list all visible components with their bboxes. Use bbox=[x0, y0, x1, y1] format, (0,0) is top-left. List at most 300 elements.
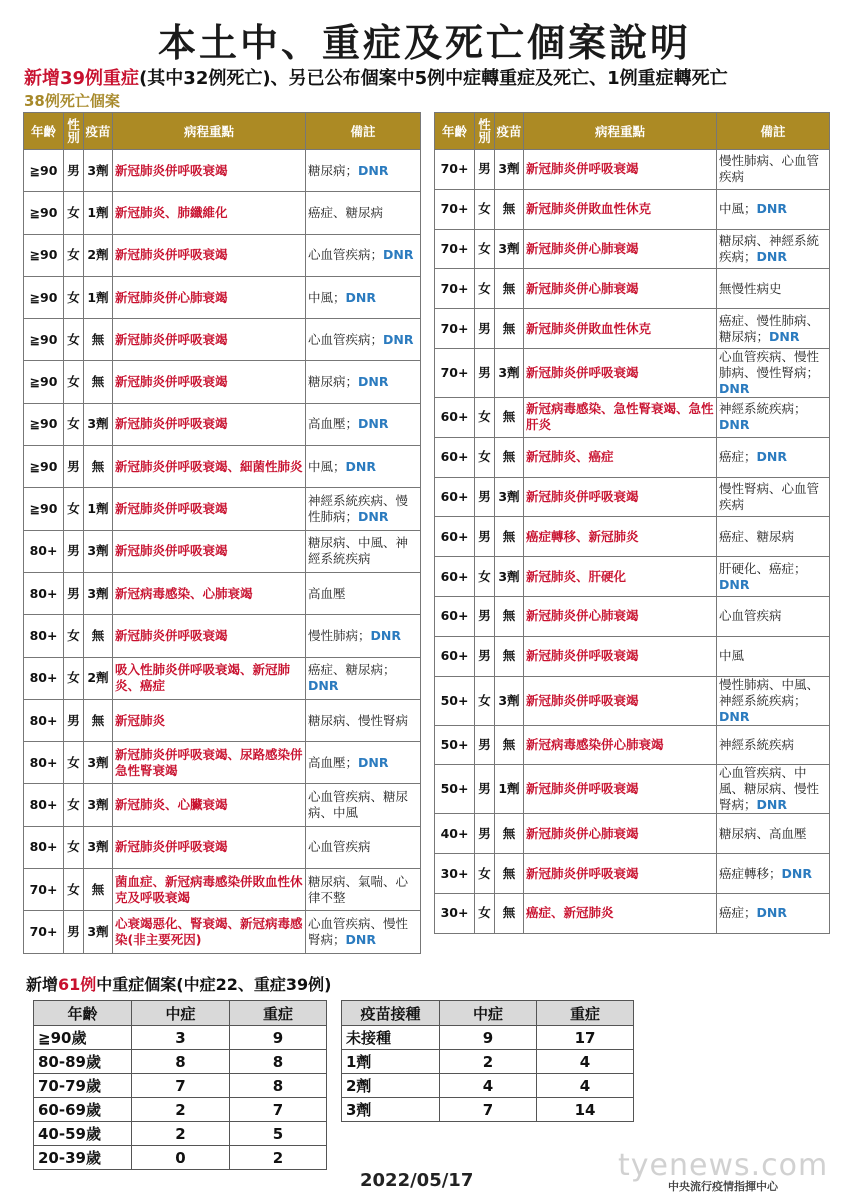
case-row bbox=[24, 319, 421, 361]
case-sex: 女 bbox=[64, 319, 84, 361]
age-summary-severe: 8 bbox=[230, 1074, 327, 1098]
note-text: 糖尿病； bbox=[308, 162, 359, 178]
case-vaccine: 3劑 bbox=[495, 150, 524, 190]
case-vaccine: 3劑 bbox=[495, 676, 524, 725]
case-note bbox=[306, 615, 421, 657]
header-sex: 性別 bbox=[64, 113, 84, 150]
case-sex: 女 bbox=[475, 397, 495, 437]
header-note: 備註 bbox=[717, 113, 830, 150]
case-vaccine: 無 bbox=[495, 854, 524, 894]
case-vaccine: 無 bbox=[495, 814, 524, 854]
age-summary-row bbox=[34, 1098, 327, 1122]
vaccine-summary-moderate: 7 bbox=[440, 1098, 537, 1122]
case-note bbox=[717, 477, 830, 517]
summary-title-prefix: 新增 bbox=[26, 975, 59, 994]
case-course: 菌血症、新冠病毒感染併敗血性休克及呼吸衰竭 bbox=[113, 869, 306, 911]
age-summary-row bbox=[34, 1146, 327, 1170]
case-course: 新冠肺炎併呼吸衰竭 bbox=[113, 319, 306, 361]
case-vaccine: 無 bbox=[84, 319, 113, 361]
case-sex: 女 bbox=[475, 189, 495, 229]
case-note bbox=[717, 348, 830, 397]
case-note bbox=[717, 893, 830, 933]
left-table-header bbox=[24, 113, 421, 150]
header-course: 病程重點 bbox=[524, 113, 717, 150]
subtitle bbox=[24, 64, 839, 90]
case-course: 新冠肺炎併敗血性休克 bbox=[524, 189, 717, 229]
case-age: 70+ bbox=[435, 189, 475, 229]
case-sex: 男 bbox=[475, 517, 495, 557]
case-sex: 男 bbox=[475, 150, 495, 190]
case-age: 70+ bbox=[435, 348, 475, 397]
header-age: 年齡 bbox=[24, 113, 64, 150]
age-summary-moderate: 2 bbox=[132, 1098, 230, 1122]
age-summary-row bbox=[34, 1050, 327, 1074]
age-summary-moderate: 0 bbox=[132, 1146, 230, 1170]
case-age: 60+ bbox=[435, 557, 475, 597]
case-row bbox=[24, 699, 421, 741]
organization-name: 中央流行疫情指揮中心 bbox=[668, 1180, 778, 1193]
subtitle-highlight: 新增39例重症 bbox=[24, 68, 140, 89]
case-age: 70+ bbox=[24, 869, 64, 911]
dnr-tag: DNR bbox=[370, 627, 401, 643]
case-age: ≧90 bbox=[24, 361, 64, 403]
case-note bbox=[717, 150, 830, 190]
case-sex: 男 bbox=[475, 309, 495, 349]
case-age: 70+ bbox=[435, 309, 475, 349]
age-summary-label: ≧90歲 bbox=[34, 1026, 132, 1050]
case-age: 50+ bbox=[435, 765, 475, 814]
right-table-header bbox=[435, 113, 830, 150]
case-row bbox=[435, 676, 830, 725]
note-text: 糖尿病、神經系統疾病； bbox=[719, 232, 820, 264]
case-age: ≧90 bbox=[24, 150, 64, 192]
vaccine-summary-severe: 14 bbox=[537, 1098, 634, 1122]
case-note bbox=[717, 765, 830, 814]
case-sex: 女 bbox=[64, 826, 84, 868]
case-sex: 男 bbox=[64, 572, 84, 614]
report-date: 2022/05/17 bbox=[360, 1170, 474, 1191]
age-summary-label: 60-69歲 bbox=[34, 1098, 132, 1122]
case-age: 60+ bbox=[435, 596, 475, 636]
case-vaccine: 1劑 bbox=[84, 488, 113, 530]
case-row bbox=[435, 636, 830, 676]
case-age: 60+ bbox=[435, 517, 475, 557]
summary-title-suffix: 中重症個案(中症22、重症39例) bbox=[96, 975, 332, 994]
vaccine-summary-moderate: 2 bbox=[440, 1050, 537, 1074]
note-text: 心血管疾病、中風、糖尿病、慢性腎病； bbox=[719, 765, 820, 813]
age-summary-label: 20-39歲 bbox=[34, 1146, 132, 1170]
dnr-tag: DNR bbox=[756, 201, 787, 217]
case-vaccine: 無 bbox=[84, 615, 113, 657]
dnr-tag: DNR bbox=[769, 328, 800, 344]
case-vaccine: 1劑 bbox=[84, 192, 113, 234]
watermark: tyenews.com bbox=[618, 1148, 829, 1183]
case-note bbox=[717, 437, 830, 477]
vaccine-summary-row bbox=[342, 1050, 634, 1074]
case-sex: 男 bbox=[475, 814, 495, 854]
case-course: 吸入性肺炎併呼吸衰竭、新冠肺炎、癌症 bbox=[113, 657, 306, 699]
case-age: 30+ bbox=[435, 854, 475, 894]
case-note bbox=[306, 276, 421, 318]
case-sex: 女 bbox=[475, 269, 495, 309]
case-row bbox=[435, 596, 830, 636]
case-course: 新冠肺炎併呼吸衰竭 bbox=[524, 477, 717, 517]
case-row bbox=[435, 765, 830, 814]
case-age: 80+ bbox=[24, 572, 64, 614]
dnr-tag: DNR bbox=[719, 576, 750, 592]
case-vaccine: 無 bbox=[495, 309, 524, 349]
note-text: 心血管疾病； bbox=[308, 247, 384, 263]
case-course: 新冠病毒感染併心肺衰竭 bbox=[524, 725, 717, 765]
note-text: 中風； bbox=[308, 458, 346, 474]
age-summary-moderate: 8 bbox=[132, 1050, 230, 1074]
case-course: 新冠肺炎併呼吸衰竭 bbox=[113, 615, 306, 657]
age-summary-severe: 7 bbox=[230, 1098, 327, 1122]
case-sex: 男 bbox=[64, 530, 84, 572]
case-course: 新冠肺炎併呼吸衰竭、細菌性肺炎 bbox=[113, 446, 306, 488]
note-text: 肝硬化、癌症； bbox=[719, 560, 807, 576]
header-note: 備註 bbox=[306, 113, 421, 150]
vaccine-summary-header bbox=[342, 1001, 634, 1026]
case-course: 新冠病毒感染、心肺衰竭 bbox=[113, 572, 306, 614]
case-note bbox=[717, 189, 830, 229]
note-text: 心血管疾病、糖尿病、中風 bbox=[308, 789, 409, 821]
note-text: 高血壓； bbox=[308, 754, 359, 770]
case-vaccine: 無 bbox=[495, 893, 524, 933]
case-vaccine: 無 bbox=[495, 636, 524, 676]
case-sex: 男 bbox=[64, 699, 84, 741]
case-vaccine: 3劑 bbox=[84, 784, 113, 826]
note-text: 無慢性病史 bbox=[719, 280, 782, 296]
summary-title-count: 61例 bbox=[58, 975, 97, 994]
case-course: 癌症轉移、新冠肺炎 bbox=[524, 517, 717, 557]
case-note bbox=[717, 269, 830, 309]
deaths-count-label: 38例死亡個案 bbox=[24, 92, 120, 110]
case-sex: 女 bbox=[64, 742, 84, 784]
vaccine-summary-label: 1劑 bbox=[342, 1050, 440, 1074]
case-age: 70+ bbox=[435, 150, 475, 190]
note-text: 癌症、糖尿病 bbox=[719, 528, 795, 544]
case-vaccine: 3劑 bbox=[495, 348, 524, 397]
case-row bbox=[24, 911, 421, 953]
case-note bbox=[717, 725, 830, 765]
case-row bbox=[24, 657, 421, 699]
case-vaccine: 3劑 bbox=[495, 557, 524, 597]
vax-header-moderate: 中症 bbox=[440, 1001, 537, 1026]
case-age: 80+ bbox=[24, 784, 64, 826]
dnr-tag: DNR bbox=[345, 289, 376, 305]
dnr-tag: DNR bbox=[781, 865, 812, 881]
case-course: 新冠肺炎 bbox=[113, 699, 306, 741]
age-header-moderate: 中症 bbox=[132, 1001, 230, 1026]
case-note bbox=[717, 229, 830, 269]
case-course: 新冠肺炎併心肺衰竭 bbox=[524, 596, 717, 636]
age-summary-header bbox=[34, 1001, 327, 1026]
case-sex: 女 bbox=[475, 437, 495, 477]
vaccine-summary-label: 3劑 bbox=[342, 1098, 440, 1122]
header-vaccine: 疫苗 bbox=[84, 113, 113, 150]
case-age: ≧90 bbox=[24, 319, 64, 361]
case-course: 新冠肺炎併呼吸衰竭 bbox=[524, 636, 717, 676]
dnr-tag: DNR bbox=[345, 458, 376, 474]
dnr-tag: DNR bbox=[345, 931, 376, 947]
vaccine-summary-moderate: 4 bbox=[440, 1074, 537, 1098]
case-note bbox=[717, 814, 830, 854]
vaccine-summary-row bbox=[342, 1098, 634, 1122]
summary-title bbox=[26, 972, 331, 995]
case-age: 80+ bbox=[24, 826, 64, 868]
note-text: 神經系統疾病； bbox=[719, 401, 807, 417]
case-course: 新冠肺炎、心臟衰竭 bbox=[113, 784, 306, 826]
case-note bbox=[717, 397, 830, 437]
dnr-tag: DNR bbox=[358, 509, 389, 525]
case-sex: 女 bbox=[64, 488, 84, 530]
case-note bbox=[306, 530, 421, 572]
case-age: 70+ bbox=[24, 911, 64, 953]
case-note bbox=[717, 636, 830, 676]
note-text: 慢性肺病、中風、神經系統疾病； bbox=[719, 676, 820, 708]
case-note bbox=[306, 572, 421, 614]
age-summary-label: 40-59歲 bbox=[34, 1122, 132, 1146]
case-vaccine: 無 bbox=[495, 517, 524, 557]
case-note bbox=[306, 826, 421, 868]
case-sex: 女 bbox=[64, 615, 84, 657]
header-age: 年齡 bbox=[435, 113, 475, 150]
case-note bbox=[717, 676, 830, 725]
case-age: 60+ bbox=[435, 636, 475, 676]
note-text: 心血管疾病 bbox=[308, 839, 371, 855]
case-row bbox=[435, 189, 830, 229]
note-text: 糖尿病、高血壓 bbox=[719, 825, 807, 841]
case-row bbox=[24, 869, 421, 911]
case-note bbox=[306, 234, 421, 276]
case-course: 新冠肺炎、癌症 bbox=[524, 437, 717, 477]
case-course: 新冠肺炎併心肺衰竭 bbox=[524, 269, 717, 309]
case-row bbox=[435, 854, 830, 894]
note-text: 癌症轉移； bbox=[719, 865, 782, 881]
header-course: 病程重點 bbox=[113, 113, 306, 150]
case-course: 新冠肺炎併呼吸衰竭 bbox=[113, 234, 306, 276]
case-vaccine: 3劑 bbox=[84, 150, 113, 192]
case-vaccine: 無 bbox=[495, 596, 524, 636]
case-course: 新冠肺炎併呼吸衰竭 bbox=[524, 676, 717, 725]
case-note bbox=[717, 596, 830, 636]
case-sex: 女 bbox=[64, 403, 84, 445]
case-course: 新冠肺炎、肺纖維化 bbox=[113, 192, 306, 234]
case-note bbox=[306, 911, 421, 953]
note-text: 神經系統疾病 bbox=[719, 736, 795, 752]
age-header-age: 年齡 bbox=[34, 1001, 132, 1026]
case-row bbox=[24, 192, 421, 234]
case-course: 新冠肺炎併呼吸衰竭 bbox=[113, 361, 306, 403]
case-row bbox=[24, 530, 421, 572]
case-age: 80+ bbox=[24, 530, 64, 572]
case-note bbox=[306, 488, 421, 530]
case-note bbox=[306, 319, 421, 361]
case-age: 30+ bbox=[435, 893, 475, 933]
dnr-tag: DNR bbox=[358, 162, 389, 178]
case-row bbox=[24, 150, 421, 192]
age-summary-severe: 2 bbox=[230, 1146, 327, 1170]
case-sex: 男 bbox=[475, 765, 495, 814]
case-note bbox=[306, 403, 421, 445]
case-vaccine: 3劑 bbox=[84, 742, 113, 784]
case-age: 80+ bbox=[24, 699, 64, 741]
note-text: 癌症； bbox=[719, 449, 757, 465]
dnr-tag: DNR bbox=[719, 380, 750, 396]
case-sex: 男 bbox=[475, 477, 495, 517]
case-course: 新冠肺炎、肝硬化 bbox=[524, 557, 717, 597]
case-sex: 男 bbox=[64, 911, 84, 953]
case-row bbox=[24, 784, 421, 826]
dnr-tag: DNR bbox=[756, 449, 787, 465]
case-vaccine: 無 bbox=[495, 189, 524, 229]
vaccine-summary-row bbox=[342, 1074, 634, 1098]
case-sex: 女 bbox=[64, 784, 84, 826]
note-text: 慢性腎病、心血管疾病 bbox=[719, 480, 820, 512]
case-sex: 男 bbox=[475, 725, 495, 765]
case-course: 新冠肺炎併呼吸衰竭 bbox=[113, 150, 306, 192]
case-sex: 女 bbox=[64, 657, 84, 699]
vaccine-summary-moderate: 9 bbox=[440, 1026, 537, 1050]
case-vaccine: 2劑 bbox=[84, 234, 113, 276]
case-sex: 男 bbox=[64, 446, 84, 488]
vaccine-summary-severe: 4 bbox=[537, 1074, 634, 1098]
case-course: 新冠肺炎併呼吸衰竭 bbox=[113, 530, 306, 572]
case-note bbox=[717, 854, 830, 894]
case-course: 新冠肺炎併心肺衰竭 bbox=[113, 276, 306, 318]
case-note bbox=[306, 361, 421, 403]
case-sex: 女 bbox=[64, 234, 84, 276]
case-age: 50+ bbox=[435, 725, 475, 765]
case-sex: 女 bbox=[475, 676, 495, 725]
case-sex: 女 bbox=[64, 276, 84, 318]
case-vaccine: 3劑 bbox=[495, 477, 524, 517]
case-sex: 女 bbox=[475, 557, 495, 597]
case-row bbox=[435, 269, 830, 309]
case-row bbox=[24, 276, 421, 318]
case-note bbox=[306, 742, 421, 784]
case-vaccine: 2劑 bbox=[84, 657, 113, 699]
case-note bbox=[306, 192, 421, 234]
vaccine-summary-label: 未接種 bbox=[342, 1026, 440, 1050]
note-text: 神經系統疾病、慢性肺病； bbox=[308, 493, 409, 525]
case-note bbox=[717, 517, 830, 557]
case-row bbox=[435, 437, 830, 477]
dnr-tag: DNR bbox=[383, 247, 414, 263]
case-row bbox=[24, 572, 421, 614]
dnr-tag: DNR bbox=[383, 331, 414, 347]
note-text: 心血管疾病 bbox=[719, 608, 782, 624]
case-sex: 女 bbox=[64, 869, 84, 911]
case-sex: 男 bbox=[475, 596, 495, 636]
case-course: 癌症、新冠肺炎 bbox=[524, 893, 717, 933]
case-sex: 女 bbox=[64, 192, 84, 234]
case-age: ≧90 bbox=[24, 276, 64, 318]
case-row bbox=[435, 814, 830, 854]
case-course: 新冠肺炎併呼吸衰竭 bbox=[113, 826, 306, 868]
case-row bbox=[24, 234, 421, 276]
case-course: 新冠肺炎併呼吸衰竭 bbox=[524, 765, 717, 814]
note-text: 心血管疾病、慢性腎病； bbox=[308, 915, 409, 947]
case-row bbox=[435, 150, 830, 190]
case-age: ≧90 bbox=[24, 403, 64, 445]
case-row bbox=[24, 826, 421, 868]
age-summary-row bbox=[34, 1122, 327, 1146]
case-sex: 男 bbox=[475, 348, 495, 397]
case-note bbox=[717, 557, 830, 597]
header-vaccine: 疫苗 bbox=[495, 113, 524, 150]
case-vaccine: 無 bbox=[495, 397, 524, 437]
age-summary-row bbox=[34, 1074, 327, 1098]
dnr-tag: DNR bbox=[756, 797, 787, 813]
case-note bbox=[306, 699, 421, 741]
case-note bbox=[306, 784, 421, 826]
age-summary-row bbox=[34, 1026, 327, 1050]
case-age: 80+ bbox=[24, 657, 64, 699]
note-text: 癌症、糖尿病 bbox=[308, 204, 384, 220]
case-row bbox=[24, 615, 421, 657]
vaccine-summary-label: 2劑 bbox=[342, 1074, 440, 1098]
case-sex: 女 bbox=[475, 854, 495, 894]
case-age: ≧90 bbox=[24, 488, 64, 530]
note-text: 心血管疾病、慢性肺病、慢性腎病； bbox=[719, 348, 820, 380]
case-course: 新冠肺炎併心肺衰竭 bbox=[524, 229, 717, 269]
case-row bbox=[435, 229, 830, 269]
case-course: 新冠肺炎併呼吸衰竭 bbox=[524, 854, 717, 894]
case-row bbox=[435, 348, 830, 397]
note-text: 慢性肺病、心血管疾病 bbox=[719, 153, 820, 185]
case-age: ≧90 bbox=[24, 234, 64, 276]
vax-header-status: 疫苗接種 bbox=[342, 1001, 440, 1026]
note-text: 糖尿病、慢性腎病 bbox=[308, 712, 409, 728]
case-vaccine: 無 bbox=[495, 437, 524, 477]
case-age: 50+ bbox=[435, 676, 475, 725]
note-text: 高血壓 bbox=[308, 585, 346, 601]
case-age: 40+ bbox=[435, 814, 475, 854]
case-course: 新冠肺炎併呼吸衰竭、尿路感染併急性腎衰竭 bbox=[113, 742, 306, 784]
dnr-tag: DNR bbox=[308, 678, 339, 694]
case-course: 新冠肺炎併呼吸衰竭 bbox=[524, 150, 717, 190]
case-age: 70+ bbox=[435, 229, 475, 269]
case-age: 60+ bbox=[435, 397, 475, 437]
note-text: 慢性肺病； bbox=[308, 627, 371, 643]
case-sex: 男 bbox=[64, 150, 84, 192]
note-text: 糖尿病； bbox=[308, 374, 359, 390]
case-vaccine: 1劑 bbox=[84, 276, 113, 318]
note-text: 癌症； bbox=[719, 905, 757, 921]
dnr-tag: DNR bbox=[756, 248, 787, 264]
age-header-severe: 重症 bbox=[230, 1001, 327, 1026]
case-note bbox=[717, 309, 830, 349]
case-sex: 男 bbox=[475, 636, 495, 676]
case-vaccine: 3劑 bbox=[495, 229, 524, 269]
age-summary-severe: 8 bbox=[230, 1050, 327, 1074]
case-age: 70+ bbox=[435, 269, 475, 309]
age-summary-moderate: 2 bbox=[132, 1122, 230, 1146]
case-note bbox=[306, 657, 421, 699]
case-vaccine: 無 bbox=[84, 446, 113, 488]
case-course: 新冠病毒感染、急性腎衰竭、急性肝炎 bbox=[524, 397, 717, 437]
dnr-tag: DNR bbox=[358, 374, 389, 390]
vaccine-summary-severe: 4 bbox=[537, 1050, 634, 1074]
case-row bbox=[435, 557, 830, 597]
case-sex: 女 bbox=[64, 361, 84, 403]
vax-header-severe: 重症 bbox=[537, 1001, 634, 1026]
case-row bbox=[24, 361, 421, 403]
case-age: 80+ bbox=[24, 615, 64, 657]
dnr-tag: DNR bbox=[719, 708, 750, 724]
